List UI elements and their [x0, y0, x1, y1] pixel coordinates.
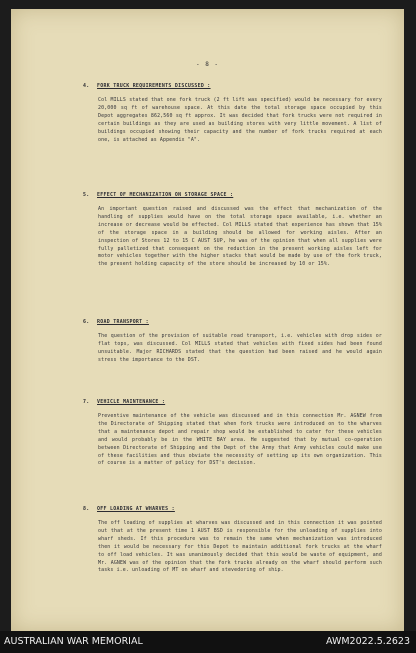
section-body: An important question raised and discussed was the effect that mechanization of the handling of supplies would have on the total storage space available, i.e. whether an increase or decrease would be effected. Col MILLS stated that experience has shown that 15% of the storage space in a building should be allowed for working aisles. After an inspection of Stores 12 to 15 C AUST SUP, he was of the opinion that when all supplies were fully palletized that consequent on the reduction in the present working aisles left for motor vehicles together with the higher stacks that would be made by use of the fork truck, the present holding capacity of the store should be increased by 10 or 15%.	[98, 206, 382, 268]
section-number: 8.	[83, 506, 90, 512]
section-heading	[83, 399, 165, 405]
section-body: The question of the provision of suitable road transport, i.e. vehicles with drop sides or flat tops, was discussed. Col MILLS stated that vehicles with fixed sides had been found unsuitable. Major RICHARDS stated that the question had been raised and he would again stress the importance to the DST.	[98, 333, 382, 363]
section-number: 7.	[83, 399, 90, 405]
section-heading	[83, 506, 175, 512]
section-title: FORK TRUCK REQUIREMENTS DISCUSSED :	[97, 83, 211, 89]
section-heading	[83, 83, 211, 89]
section-title: VEHICLE MAINTENANCE :	[97, 399, 166, 405]
section-body: Col MILLS stated that one fork truck (2 ft lift was specified) would be necessary for every 20,000 sq ft of warehouse space. At this date the total storage space occupied by this Depot aggregates 862,560 sq ft approx. It was decided that fork trucks were not required in certain buildings as they are used as building stores with very little movement. A list of buildings occupied showing their capacity and the number of fork trucks required at each one, is attached as Appendix "A".	[98, 97, 382, 143]
section-title: EFFECT OF MECHANIZATION ON STORAGE SPACE :	[97, 192, 234, 198]
section-heading	[83, 192, 233, 198]
section-title: OFF LOADING AT WHARVES :	[97, 506, 175, 512]
section-body: The off loading of supplies at wharves was discussed and in this connection it was pointed out that at the present time 1 AUST BSD is responsible for the unloading of supplies into wharf sheds. If this procedure was to remain the same when mechanization was introduced then it would be necessary for this Depot to maintain additional fork trucks at the wharf to off load vehicles. It was unanimously decided that this would be waste of equipment, and Mr. AGNEW was of the opinion that the fork trucks already on the wharf should perform such tasks i.e. unloading of MT on wharf and stevedoring of ship.	[98, 520, 382, 574]
section-number: 6.	[83, 319, 90, 325]
section-heading	[83, 319, 149, 325]
section-title: ROAD TRANSPORT :	[97, 319, 149, 325]
section-body: Preventive maintenance of the vehicle was discussed and in this connection Mr. AGNEW from the Directorate of Shipping stated that when fork trucks were introduced on to the wharves that a maintenance depot and repair shop would be established to cater for these vehicles and would probably be in the WHITE BAY area. He suggested that by mutual co-operation between Directorate of Shipping and the Dept of the Army that Army vehicles could make use of these facilities and thus obviate the necessity of setting up its own organization. This of course is a matter of policy for DST's decision.	[98, 413, 382, 467]
page-number: - 8 -	[195, 61, 220, 68]
footer-institution: AUSTRALIAN WAR MEMORIAL	[4, 636, 143, 647]
footer-accession-number: AWM2022.5.2623	[325, 636, 410, 647]
section-number: 4.	[83, 83, 90, 89]
section-number: 5.	[83, 192, 90, 198]
document-page	[11, 9, 404, 631]
archive-footer	[0, 631, 416, 653]
